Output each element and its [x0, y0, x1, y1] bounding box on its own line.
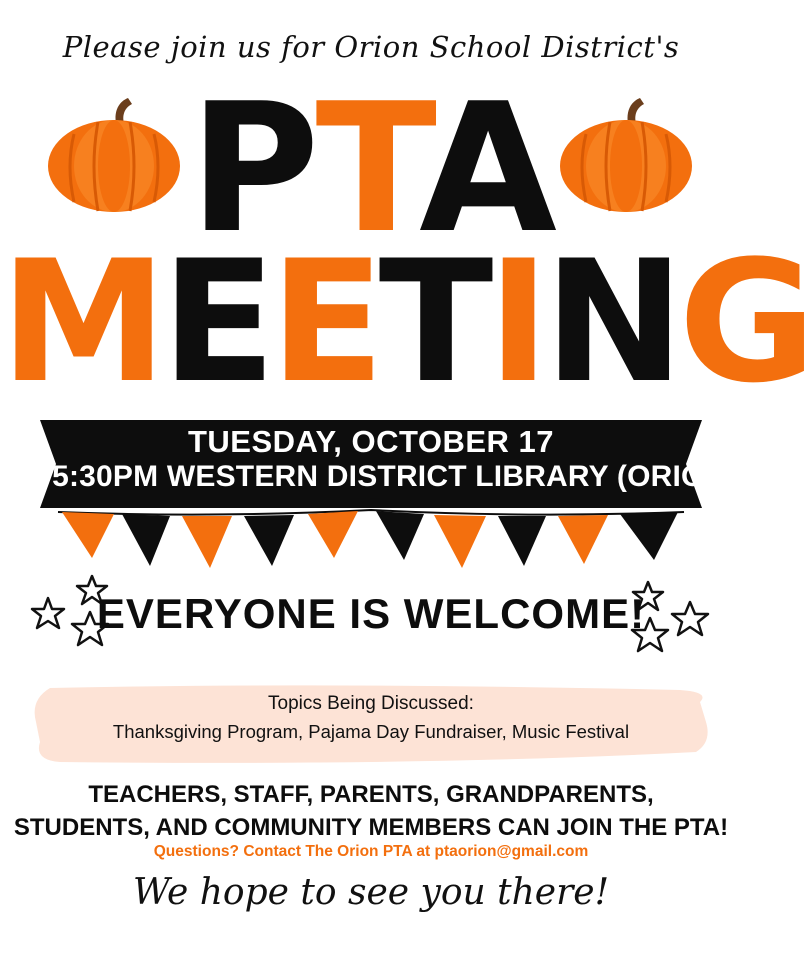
title-letter: T: [378, 224, 488, 420]
pennant-icon: [244, 515, 294, 566]
title-letter: I: [487, 224, 544, 420]
pennant-icon: [376, 511, 424, 560]
title-meeting: [0, 224, 810, 420]
pennant-icon: [62, 512, 114, 558]
title-letter: E: [161, 224, 270, 420]
pennant-icon: [122, 514, 170, 566]
closing-text: We hope to see you there!: [132, 872, 610, 913]
title-letter: P: [189, 65, 316, 272]
pennant-icon: [434, 515, 486, 568]
pennant-icon: [558, 515, 608, 564]
topics-list: Thanksgiving Program, Pajama Day Fundraiser, Music Festival: [112, 721, 630, 742]
intro-text: Please join us for Orion School District's: [62, 30, 680, 64]
date-text: TUESDAY, OCTOBER 17: [187, 424, 555, 459]
pennant-icon: [182, 516, 232, 568]
location-text: AT 5:30PM WESTERN DISTRICT LIBRARY (ORION): [5, 460, 737, 493]
title-letter: A: [419, 65, 553, 272]
title-letter: G: [678, 224, 810, 420]
pennant-bunting: [58, 508, 684, 578]
join-text-line2: STUDENTS, AND COMMUNITY MEMBERS CAN JOIN THE PTA!: [13, 814, 729, 841]
title-letter: N: [543, 224, 679, 420]
pennant-icon: [308, 511, 358, 558]
pennant-icon: [620, 512, 678, 560]
title-letter: E: [269, 224, 379, 420]
pennant-icon: [498, 516, 546, 566]
join-text-line1: TEACHERS, STAFF, PARENTS, GRANDPARENTS,: [88, 781, 654, 808]
title-letter: M: [0, 224, 162, 420]
topics-heading: Topics Being Discussed:: [268, 693, 474, 714]
welcome-heading: EVERYONE IS WELCOME!: [96, 590, 646, 637]
contact-text: Questions? Contact The Orion PTA at ptaorion@gmail.com: [153, 843, 589, 860]
title-letter: T: [315, 65, 420, 272]
